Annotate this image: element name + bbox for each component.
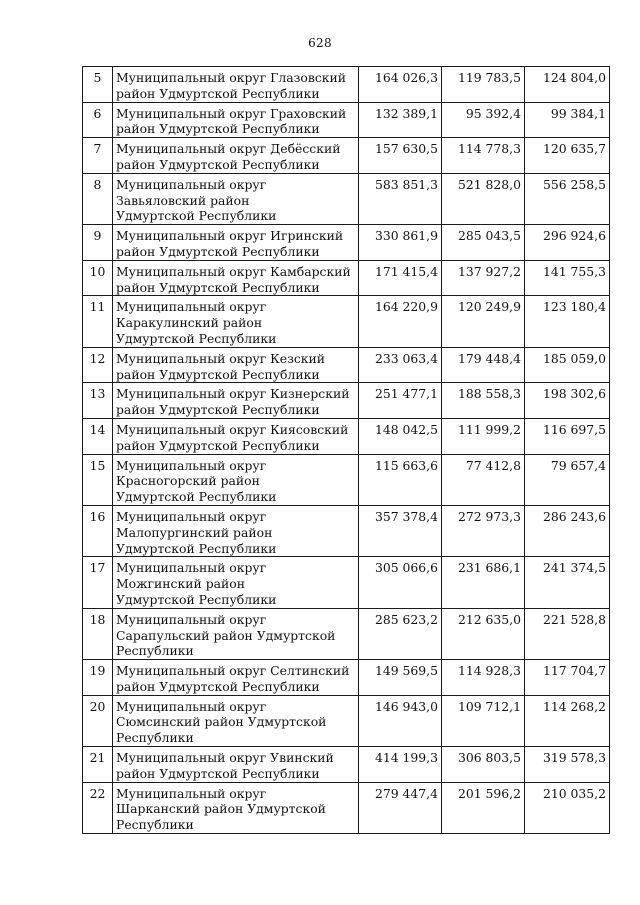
- value-1-cell: 164 220,9: [359, 296, 442, 347]
- row-number-cell: 17: [83, 557, 113, 608]
- row-number-cell: 11: [83, 296, 113, 347]
- value-1-cell: 115 663,6: [359, 454, 442, 505]
- value-2-cell: 231 686,1: [442, 557, 525, 608]
- district-name-cell: Муниципальный округ Увинский район Удмуртской Республики: [113, 747, 359, 783]
- table-row: [83, 608, 610, 659]
- value-2-cell: 137 927,2: [442, 260, 525, 296]
- district-name-cell: Муниципальный округ Игринский район Удмуртской Республики: [113, 225, 359, 261]
- table-row: [83, 747, 610, 783]
- value-2-cell: 521 828,0: [442, 173, 525, 224]
- value-3-cell: 123 180,4: [525, 296, 610, 347]
- district-name-cell: Муниципальный округ Можгинский район Удмуртской Республики: [113, 557, 359, 608]
- district-name-cell: Муниципальный округ Сюмсинский район Удмуртской Республики: [113, 695, 359, 746]
- table-row: [83, 505, 610, 556]
- district-name-cell: Муниципальный округ Селтинский район Удмуртской Республики: [113, 660, 359, 696]
- page-number: 628: [308, 36, 332, 50]
- row-number-cell: 5: [83, 67, 113, 103]
- table-row: [83, 138, 610, 174]
- value-3-cell: 221 528,8: [525, 608, 610, 659]
- value-1-cell: 146 943,0: [359, 695, 442, 746]
- value-1-cell: 583 851,3: [359, 173, 442, 224]
- value-2-cell: 188 558,3: [442, 383, 525, 419]
- value-2-cell: 109 712,1: [442, 695, 525, 746]
- value-3-cell: 116 697,5: [525, 418, 610, 454]
- row-number-cell: 22: [83, 782, 113, 833]
- table-body: [83, 67, 610, 834]
- table-row: [83, 347, 610, 383]
- district-name-cell: Муниципальный округ Граховский район Удмуртской Республики: [113, 102, 359, 138]
- value-1-cell: 330 861,9: [359, 225, 442, 261]
- value-3-cell: 141 755,3: [525, 260, 610, 296]
- value-1-cell: 171 415,4: [359, 260, 442, 296]
- value-1-cell: 279 447,4: [359, 782, 442, 833]
- value-3-cell: 210 035,2: [525, 782, 610, 833]
- district-name-cell: Муниципальный округ Глазовский район Удмуртской Республики: [113, 67, 359, 103]
- value-2-cell: 285 043,5: [442, 225, 525, 261]
- value-2-cell: 120 249,9: [442, 296, 525, 347]
- value-3-cell: 286 243,6: [525, 505, 610, 556]
- value-3-cell: 114 268,2: [525, 695, 610, 746]
- budget-table: [82, 66, 610, 834]
- row-number-cell: 6: [83, 102, 113, 138]
- district-name-cell: Муниципальный округ Дебёсский район Удмуртской Республики: [113, 138, 359, 174]
- value-2-cell: 212 635,0: [442, 608, 525, 659]
- value-3-cell: 198 302,6: [525, 383, 610, 419]
- value-2-cell: 114 928,3: [442, 660, 525, 696]
- table-row: [83, 225, 610, 261]
- table-row: [83, 102, 610, 138]
- district-name-cell: Муниципальный округ Киясовский район Удмуртской Республики: [113, 418, 359, 454]
- value-2-cell: 272 973,3: [442, 505, 525, 556]
- district-name-cell: Муниципальный округ Красногорский район Удмуртской Республики: [113, 454, 359, 505]
- value-2-cell: 201 596,2: [442, 782, 525, 833]
- district-name-cell: Муниципальный округ Кезский район Удмуртской Республики: [113, 347, 359, 383]
- table-row: [83, 383, 610, 419]
- value-3-cell: 120 635,7: [525, 138, 610, 174]
- value-1-cell: 148 042,5: [359, 418, 442, 454]
- value-3-cell: 185 059,0: [525, 347, 610, 383]
- row-number-cell: 13: [83, 383, 113, 419]
- table-row: [83, 296, 610, 347]
- district-name-cell: Муниципальный округ Кизнерский район Удмуртской Республики: [113, 383, 359, 419]
- value-3-cell: 319 578,3: [525, 747, 610, 783]
- value-1-cell: 233 063,4: [359, 347, 442, 383]
- district-name-cell: Муниципальный округ Камбарский район Удмуртской Республики: [113, 260, 359, 296]
- value-1-cell: 132 389,1: [359, 102, 442, 138]
- row-number-cell: 15: [83, 454, 113, 505]
- district-name-cell: Муниципальный округ Сарапульский район Удмуртской Республики: [113, 608, 359, 659]
- value-3-cell: 241 374,5: [525, 557, 610, 608]
- value-2-cell: 179 448,4: [442, 347, 525, 383]
- value-2-cell: 114 778,3: [442, 138, 525, 174]
- value-1-cell: 285 623,2: [359, 608, 442, 659]
- value-3-cell: 99 384,1: [525, 102, 610, 138]
- value-3-cell: 117 704,7: [525, 660, 610, 696]
- value-1-cell: 251 477,1: [359, 383, 442, 419]
- district-name-cell: Муниципальный округ Каракулинский район Удмуртской Республики: [113, 296, 359, 347]
- table-row: [83, 173, 610, 224]
- value-3-cell: 79 657,4: [525, 454, 610, 505]
- row-number-cell: 12: [83, 347, 113, 383]
- value-1-cell: 149 569,5: [359, 660, 442, 696]
- row-number-cell: 9: [83, 225, 113, 261]
- table-row: [83, 418, 610, 454]
- value-3-cell: 556 258,5: [525, 173, 610, 224]
- district-name-cell: Муниципальный округ Шарканский район Удмуртской Республики: [113, 782, 359, 833]
- row-number-cell: 18: [83, 608, 113, 659]
- row-number-cell: 7: [83, 138, 113, 174]
- row-number-cell: 20: [83, 695, 113, 746]
- table-row: [83, 260, 610, 296]
- value-1-cell: 157 630,5: [359, 138, 442, 174]
- value-2-cell: 306 803,5: [442, 747, 525, 783]
- table-row: [83, 557, 610, 608]
- table-row: [83, 782, 610, 833]
- district-name-cell: Муниципальный округ Завьяловский район Удмуртской Республики: [113, 173, 359, 224]
- value-1-cell: 414 199,3: [359, 747, 442, 783]
- table-row: [83, 660, 610, 696]
- row-number-cell: 19: [83, 660, 113, 696]
- value-2-cell: 111 999,2: [442, 418, 525, 454]
- value-1-cell: 357 378,4: [359, 505, 442, 556]
- table-row: [83, 454, 610, 505]
- value-3-cell: 296 924,6: [525, 225, 610, 261]
- value-2-cell: 95 392,4: [442, 102, 525, 138]
- row-number-cell: 8: [83, 173, 113, 224]
- value-1-cell: 164 026,3: [359, 67, 442, 103]
- row-number-cell: 10: [83, 260, 113, 296]
- row-number-cell: 16: [83, 505, 113, 556]
- district-name-cell: Муниципальный округ Малопургинский район Удмуртской Республики: [113, 505, 359, 556]
- value-1-cell: 305 066,6: [359, 557, 442, 608]
- value-2-cell: 77 412,8: [442, 454, 525, 505]
- value-3-cell: 124 804,0: [525, 67, 610, 103]
- table-row: [83, 67, 610, 103]
- row-number-cell: 14: [83, 418, 113, 454]
- row-number-cell: 21: [83, 747, 113, 783]
- table-row: [83, 695, 610, 746]
- value-2-cell: 119 783,5: [442, 67, 525, 103]
